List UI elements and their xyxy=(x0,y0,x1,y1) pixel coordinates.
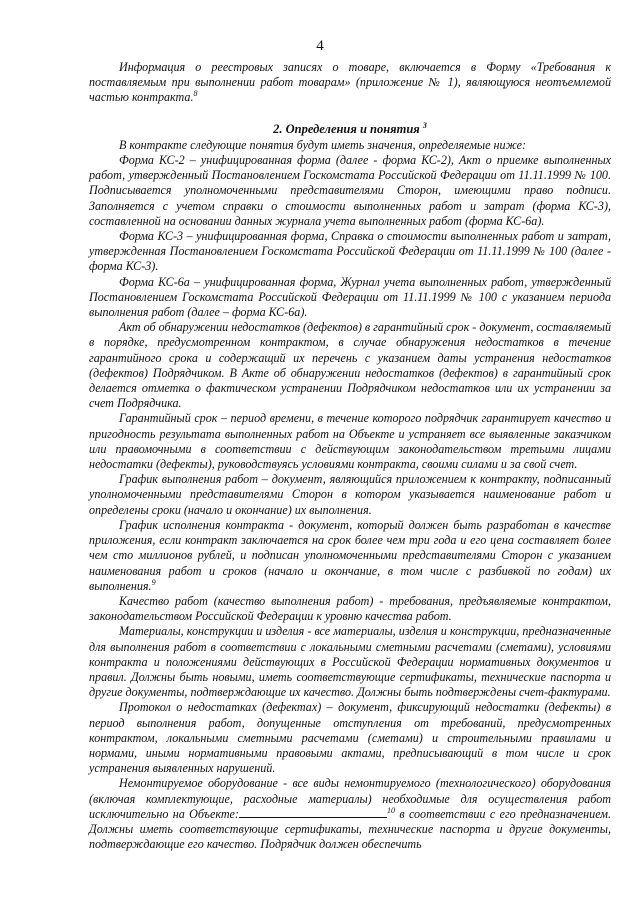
paragraph-warranty-period: Гарантийный срок – период времени, в течение которого подрядчик гарантирует качество и пригодность результата выполненных работ на Объекте и устраняет все выявленные заказчиком или правомочными в соответствии с действующим законодательством третьими лицами недостатки (дефекты), руководствуясь условиями контракта, своими силами и за свой счет. xyxy=(89,411,611,472)
footnote-ref-9: 9 xyxy=(151,577,156,587)
footnote-ref-8: 8 xyxy=(193,89,198,99)
footnote-ref-10: 10 xyxy=(386,805,395,815)
paragraph-work-quality: Качество работ (качество выполнения работ) - требования, предъявляемые контрактом, законодательством Российской Федерации к уровню качества работ. xyxy=(89,593,611,624)
paragraph-ks3: Форма КС-3 – унифицированная форма, Справка о стоимости выполненных работ и затрат, утвержденная Постановлением Госкомстата Российской Федерации от 11.11.1999 № 100 (далее - форма КС-3). xyxy=(89,229,611,274)
intro-paragraph xyxy=(89,60,611,106)
footnote-ref-3: 3 xyxy=(422,120,427,130)
paragraph-intro-definitions: В контракте следующие понятия будут иметь значения, определяемые ниже: xyxy=(119,137,527,152)
equipment-text-a: Немонтируемое оборудование - все виды немонтируемого (технологического) оборудования (включая комплектующие, расходные материалы) необходимые для осуществления работ исключительно на Объекте: xyxy=(89,776,611,821)
paragraph-contract-schedule xyxy=(89,518,611,594)
section-title: 2. Определения и понятия xyxy=(273,121,420,136)
paragraph-defects-protocol: Протокол о недостатках (дефектах) – документ, фиксирующий недостатки (дефекты) в период выполнения работ, допущенные отступления от требований, предусмотренных контрактом, локальными сметными расчетами (сметами) и строительными правилами и нормами, иными нормативными правовыми актами, предписывающий в том числе и срок устранения выявленных нарушений. xyxy=(89,700,611,776)
paragraph-non-mounted-equipment xyxy=(89,776,611,852)
object-blank-line xyxy=(239,807,387,818)
equipment-text-b: в соответствии с его предназначением. Должны иметь соответствующие сертификаты, технические паспорта и другие документы, подтверждающие его качество. Подрядчик должен обеспечить xyxy=(89,806,611,852)
paragraph-ks2: Форма КС-2 – унифицированная форма (далее - форма КС-2), Акт о приемке выполненных работ, утвержденный Постановлением Госкомстата Российской Федерации от 11.11.1999 № 100. Подписывается уполномоченными представителями Сторон, имеющими право подписи. Заполняется с учетом справки о стоимости выполненных работ и затрат (форма КС-3), составленной на основании данных журнала учета выполненных работ (форма КС-6а). xyxy=(89,153,611,228)
page-number: 4 xyxy=(316,38,324,54)
paragraph-ks6a: Форма КС-6а – унифицированная форма, Журнал учета выполненных работ, утвержденный Постановлением Госкомстата Российской Федерации от 11.11.1999 № 100 с указанием периода выполнения работ (далее – форма КС-6а). xyxy=(89,274,611,320)
section-heading xyxy=(89,122,611,137)
paragraph-defects-act: Акт об обнаружении недостатков (дефектов) в гарантийный срок - документ, составляемый в порядке, предусмотренном контрактом, в случае обнаружения недостатков в течение гарантийного срока и содержащий их перечень с указанием даты устранения недостатков (дефектов) Подрядчиком. В Акте об обнаружении недостатков (дефектов) в гарантийный срок делается отметка о фактическом устранении Подрядчиком недостатков или их устранении за счет Подрядчика. xyxy=(89,320,611,411)
paragraph-materials: Материалы, конструкции и изделия - все материалы, изделия и конструкции, предназначенные для выполнения работ в соответствии с локальными сметными расчетами (сметами), условиями контракта и положениями действующих в Российской Федерации нормативных документов и правил. Должны быть новыми, иметь соответствующие сертификаты, технические паспорта и другие документы, подтверждающие их качество. Должны быть подтверждены счет-фактурами. xyxy=(89,624,611,700)
contract-schedule-text: График исполнения контракта - документ, который должен быть разработан в качестве приложения, если контракт заключается на срок более чем три года и его цена составляет более чем сто миллионов рублей, и подписан уполномоченными представителями Сторон с указанием наименования работ и сроков (начало и окончание, в том числе с разбивкой по годам) их выполнения. xyxy=(89,517,611,593)
intro-text: Информация о реестровых записях о товаре, включается в Форму «Требования к поставляемым при выполнении работ товарам» (приложение № 1), являющуюся неотъемлемой частью контракта. xyxy=(89,60,611,105)
paragraph-work-schedule: График выполнения работ – документ, являющийся приложением к контракту, подписанный уполномоченными представителями Сторон в котором указывается наименование работ и определены сроки (начало и окончание) их выполнения. xyxy=(89,472,611,517)
document-body xyxy=(89,60,611,852)
